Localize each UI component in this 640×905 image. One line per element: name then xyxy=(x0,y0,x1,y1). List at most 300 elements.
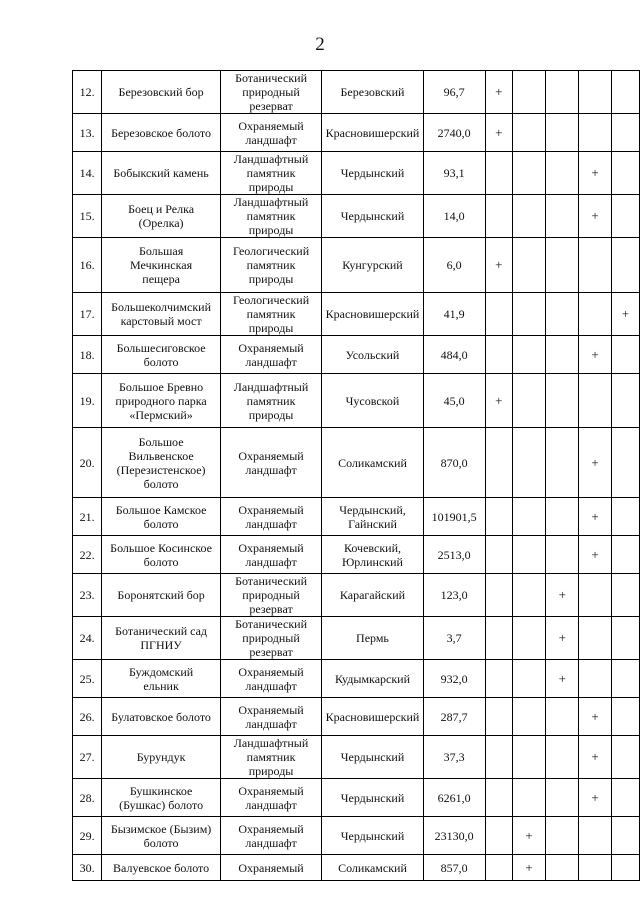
district-line: Чердынский xyxy=(340,828,405,843)
name-line: болото xyxy=(143,516,179,531)
category-line: Охраняемый xyxy=(238,860,304,875)
area-cell: 870,0 xyxy=(423,428,485,498)
name-line: (Перезистенское) xyxy=(116,462,206,477)
area-cell: 857,0 xyxy=(423,855,485,881)
district-line: Красновишерский xyxy=(325,709,420,724)
district-cell xyxy=(322,660,424,698)
row-number-cell: 12. xyxy=(73,71,102,114)
mark-cell: + xyxy=(579,336,611,374)
mark-cell xyxy=(485,536,512,574)
mark-cell xyxy=(546,698,579,736)
mark-cell xyxy=(611,736,639,779)
name-cell xyxy=(102,779,221,817)
name-line: Булатовское болото xyxy=(111,709,211,724)
category-line: памятник природы xyxy=(246,393,296,422)
mark-cell xyxy=(512,736,545,779)
district-cell xyxy=(322,817,424,855)
table-row xyxy=(73,536,640,574)
mark-cell xyxy=(611,779,639,817)
area-cell: 45,0 xyxy=(423,374,485,428)
category-line: ландшафт xyxy=(245,797,297,812)
district-cell xyxy=(322,152,424,195)
mark-cell xyxy=(611,336,639,374)
name-cell xyxy=(102,293,221,336)
mark-cell: + xyxy=(512,855,545,881)
name-cell xyxy=(102,574,221,617)
name-cell xyxy=(102,660,221,698)
district-line: Юрлинский xyxy=(341,554,403,569)
mark-cell xyxy=(546,293,579,336)
name-cell xyxy=(102,428,221,498)
name-cell xyxy=(102,336,221,374)
category-cell xyxy=(220,617,321,660)
mark-cell xyxy=(579,817,611,855)
mark-cell xyxy=(485,428,512,498)
category-cell xyxy=(220,71,321,114)
mark-cell: + xyxy=(485,114,512,152)
mark-cell: + xyxy=(579,736,611,779)
mark-cell xyxy=(546,238,579,293)
name-line: Березовское болото xyxy=(111,125,211,140)
category-cell xyxy=(220,374,321,428)
row-number-cell: 28. xyxy=(73,779,102,817)
table-row xyxy=(73,498,640,536)
mark-cell xyxy=(546,195,579,238)
category-line: Ботанический xyxy=(235,71,308,85)
category-line: памятник природы xyxy=(246,750,296,778)
district-cell xyxy=(322,71,424,114)
table-row xyxy=(73,293,640,336)
area-cell: 37,3 xyxy=(423,736,485,779)
mark-cell xyxy=(611,114,639,152)
category-cell xyxy=(220,195,321,238)
row-number-cell: 15. xyxy=(73,195,102,238)
district-line: Чердынский xyxy=(340,750,405,764)
name-line: Бобыкский камень xyxy=(113,166,209,180)
mark-cell xyxy=(611,374,639,428)
mark-cell: + xyxy=(546,617,579,660)
name-line: (Бушкас) болото xyxy=(119,797,204,812)
table-row xyxy=(73,574,640,617)
name-cell xyxy=(102,498,221,536)
table-row xyxy=(73,114,640,152)
mark-cell xyxy=(579,855,611,881)
category-line: ландшафт xyxy=(245,516,297,531)
category-line: Ботанический xyxy=(235,617,308,631)
name-cell xyxy=(102,617,221,660)
area-cell: 932,0 xyxy=(423,660,485,698)
category-line: ландшафт xyxy=(245,354,297,369)
mark-cell xyxy=(546,536,579,574)
mark-cell xyxy=(546,855,579,881)
name-line: природного парка xyxy=(115,393,207,408)
row-number-cell: 29. xyxy=(73,817,102,855)
name-line: болото xyxy=(143,354,179,369)
category-line: ландшафт xyxy=(245,716,297,731)
area-cell: 93,1 xyxy=(423,152,485,195)
mark-cell xyxy=(579,617,611,660)
mark-cell: + xyxy=(546,660,579,698)
row-number-cell: 20. xyxy=(73,428,102,498)
mark-cell xyxy=(611,574,639,617)
district-line: Чердынский xyxy=(340,166,405,180)
category-line: Охраняемый xyxy=(238,540,304,555)
area-cell: 41,9 xyxy=(423,293,485,336)
name-line: Большое xyxy=(138,434,184,449)
mark-cell xyxy=(512,336,545,374)
table-row xyxy=(73,71,640,114)
mark-cell xyxy=(611,855,639,881)
table-row xyxy=(73,660,640,698)
category-cell xyxy=(220,238,321,293)
table-row xyxy=(73,336,640,374)
mark-cell xyxy=(485,855,512,881)
name-line: Березовский бор xyxy=(118,85,204,99)
category-cell xyxy=(220,152,321,195)
mark-cell xyxy=(485,660,512,698)
mark-cell xyxy=(546,736,579,779)
mark-cell xyxy=(485,817,512,855)
name-line: (Орелка) xyxy=(138,216,184,230)
category-cell xyxy=(220,698,321,736)
mark-cell xyxy=(512,195,545,238)
district-line: Кочевский, xyxy=(343,540,402,555)
area-cell: 6,0 xyxy=(423,238,485,293)
name-line: пещера xyxy=(142,272,180,286)
name-line: ПГНИУ xyxy=(140,638,182,652)
area-cell: 484,0 xyxy=(423,336,485,374)
mark-cell xyxy=(546,498,579,536)
area-cell: 123,0 xyxy=(423,574,485,617)
name-line: Боец и Релка xyxy=(128,202,195,216)
name-line: Бурундук xyxy=(136,750,186,764)
district-line: Красновишерский xyxy=(325,125,420,140)
mark-cell xyxy=(485,779,512,817)
category-cell xyxy=(220,855,321,881)
mark-cell xyxy=(611,536,639,574)
table-row xyxy=(73,736,640,779)
district-cell xyxy=(322,114,424,152)
category-line: Охраняемый xyxy=(238,118,304,133)
mark-cell xyxy=(546,428,579,498)
mark-cell: + xyxy=(579,152,611,195)
district-line: Чусовской xyxy=(345,393,400,408)
category-line: Охраняемый xyxy=(238,448,304,463)
district-line: Соликамский xyxy=(338,860,407,875)
mark-cell xyxy=(485,195,512,238)
district-line: Усольский xyxy=(345,347,400,362)
category-line: ландшафт xyxy=(245,678,297,693)
mark-cell xyxy=(611,698,639,736)
mark-cell xyxy=(611,238,639,293)
name-line: Большое Косинское xyxy=(110,540,212,555)
table-row xyxy=(73,152,640,195)
category-line: Охраняемый xyxy=(238,783,304,798)
name-line: Большое Камское xyxy=(115,502,207,517)
category-line: природный резерват xyxy=(242,85,300,113)
mark-cell xyxy=(579,238,611,293)
district-cell xyxy=(322,736,424,779)
district-cell xyxy=(322,428,424,498)
name-line: Большеколчимский xyxy=(111,300,212,314)
row-number-cell: 27. xyxy=(73,736,102,779)
category-line: памятник природы xyxy=(246,166,296,194)
row-number-cell: 14. xyxy=(73,152,102,195)
mark-cell xyxy=(611,617,639,660)
mark-cell xyxy=(485,152,512,195)
name-cell xyxy=(102,698,221,736)
mark-cell xyxy=(512,152,545,195)
mark-cell xyxy=(512,238,545,293)
category-line: Геологический xyxy=(232,293,310,307)
mark-cell xyxy=(611,428,639,498)
mark-cell xyxy=(546,817,579,855)
mark-cell xyxy=(485,293,512,336)
district-line: Пермь xyxy=(356,631,389,645)
mark-cell xyxy=(512,374,545,428)
row-number-cell: 26. xyxy=(73,698,102,736)
mark-cell xyxy=(485,574,512,617)
mark-cell xyxy=(512,536,545,574)
name-line: Боронятский бор xyxy=(117,588,205,602)
area-cell: 6261,0 xyxy=(423,779,485,817)
district-line: Березовский xyxy=(340,85,405,99)
name-line: болото xyxy=(143,554,179,569)
mark-cell: + xyxy=(485,374,512,428)
mark-cell xyxy=(512,498,545,536)
table-row xyxy=(73,195,640,238)
name-cell xyxy=(102,736,221,779)
name-line: Бушкинское xyxy=(129,783,193,798)
category-line: ландшафт xyxy=(245,835,297,850)
category-line: памятник природы xyxy=(246,209,296,237)
mark-cell xyxy=(485,498,512,536)
category-line: Охраняемый xyxy=(238,502,304,517)
name-cell xyxy=(102,114,221,152)
mark-cell: + xyxy=(485,238,512,293)
table-body xyxy=(73,71,640,881)
category-line: природный резерват xyxy=(242,588,300,616)
district-line: Чердынский xyxy=(340,209,405,223)
name-cell xyxy=(102,195,221,238)
row-number-cell: 18. xyxy=(73,336,102,374)
row-number-cell: 19. xyxy=(73,374,102,428)
area-cell: 2740,0 xyxy=(423,114,485,152)
table-row xyxy=(73,428,640,498)
category-cell xyxy=(220,660,321,698)
name-cell xyxy=(102,152,221,195)
row-number-cell: 21. xyxy=(73,498,102,536)
category-line: Охраняемый xyxy=(238,821,304,836)
mark-cell xyxy=(512,71,545,114)
district-cell xyxy=(322,855,424,881)
district-cell xyxy=(322,238,424,293)
area-cell: 23130,0 xyxy=(423,817,485,855)
category-cell xyxy=(220,574,321,617)
mark-cell xyxy=(512,779,545,817)
mark-cell: + xyxy=(579,498,611,536)
category-line: Охраняемый xyxy=(238,664,304,679)
district-cell xyxy=(322,698,424,736)
name-line: «Пермский» xyxy=(129,407,193,422)
district-line: Гайнский xyxy=(348,516,397,531)
name-line: Вильвенское xyxy=(128,448,194,463)
mark-cell: + xyxy=(512,817,545,855)
mark-cell xyxy=(611,498,639,536)
mark-cell xyxy=(512,428,545,498)
category-cell xyxy=(220,114,321,152)
row-number-cell: 23. xyxy=(73,574,102,617)
name-cell xyxy=(102,817,221,855)
category-line: памятник природы xyxy=(246,307,296,335)
district-line: Чердынский xyxy=(340,790,405,805)
mark-cell xyxy=(579,71,611,114)
district-line: Соликамский xyxy=(338,455,407,470)
district-cell xyxy=(322,574,424,617)
mark-cell xyxy=(512,617,545,660)
row-number-cell: 25. xyxy=(73,660,102,698)
category-line: Ботанический xyxy=(235,574,308,588)
mark-cell xyxy=(512,660,545,698)
name-line: Буждомский xyxy=(128,664,194,679)
row-number-cell: 17. xyxy=(73,293,102,336)
mark-cell: + xyxy=(579,698,611,736)
mark-cell: + xyxy=(485,71,512,114)
name-line: Большое Бревно xyxy=(118,379,204,394)
mark-cell xyxy=(611,817,639,855)
mark-cell: + xyxy=(579,195,611,238)
name-line: Валуевское болото xyxy=(113,860,210,875)
name-cell xyxy=(102,71,221,114)
name-line: ельник xyxy=(143,678,179,693)
name-line: болото xyxy=(143,476,179,491)
category-cell xyxy=(220,736,321,779)
mark-cell xyxy=(579,374,611,428)
mark-cell xyxy=(485,736,512,779)
row-number-cell: 13. xyxy=(73,114,102,152)
mark-cell: + xyxy=(579,536,611,574)
category-cell xyxy=(220,536,321,574)
district-line: Кунгурский xyxy=(342,258,403,272)
name-cell xyxy=(102,374,221,428)
category-cell xyxy=(220,498,321,536)
table-row xyxy=(73,779,640,817)
area-cell: 2513,0 xyxy=(423,536,485,574)
mark-cell: + xyxy=(579,428,611,498)
category-line: Ландшафтный xyxy=(233,152,309,166)
category-line: Геологический xyxy=(232,244,310,258)
mark-cell xyxy=(579,293,611,336)
district-cell xyxy=(322,374,424,428)
row-number-cell: 30. xyxy=(73,855,102,881)
area-cell: 96,7 xyxy=(423,71,485,114)
district-cell xyxy=(322,779,424,817)
mark-cell xyxy=(485,336,512,374)
name-cell xyxy=(102,238,221,293)
mark-cell xyxy=(546,114,579,152)
row-number-cell: 24. xyxy=(73,617,102,660)
name-line: Ботанический сад xyxy=(115,624,208,638)
mark-cell xyxy=(579,574,611,617)
mark-cell xyxy=(611,195,639,238)
mark-cell xyxy=(512,574,545,617)
category-cell xyxy=(220,336,321,374)
district-cell xyxy=(322,536,424,574)
mark-cell xyxy=(611,71,639,114)
name-line: Бызимское (Бызим) xyxy=(110,821,212,836)
name-line: болото xyxy=(143,835,179,850)
category-cell xyxy=(220,428,321,498)
mark-cell xyxy=(546,152,579,195)
category-line: Ландшафтный xyxy=(233,379,309,394)
area-cell: 14,0 xyxy=(423,195,485,238)
category-line: природный резерват xyxy=(242,631,300,659)
page-number: 2 xyxy=(315,34,325,55)
name-line: Мечкинская xyxy=(130,258,193,272)
category-line: Охраняемый xyxy=(238,340,304,355)
area-cell: 287,7 xyxy=(423,698,485,736)
district-line: Кудымкарский xyxy=(334,671,411,686)
table-row xyxy=(73,855,640,881)
name-cell xyxy=(102,536,221,574)
category-line: ландшафт xyxy=(245,554,297,569)
district-cell xyxy=(322,498,424,536)
mark-cell: + xyxy=(579,779,611,817)
area-cell: 101901,5 xyxy=(423,498,485,536)
mark-cell xyxy=(546,71,579,114)
name-cell xyxy=(102,855,221,881)
name-line: карстовый мост xyxy=(120,314,202,328)
row-number-cell: 16. xyxy=(73,238,102,293)
category-line: ландшафт xyxy=(245,462,297,477)
table-row xyxy=(73,238,640,293)
table-row xyxy=(73,698,640,736)
category-line: Ландшафтный xyxy=(233,736,309,750)
category-cell xyxy=(220,779,321,817)
name-line: Большесиговское xyxy=(116,340,206,355)
district-line: Карагайский xyxy=(339,588,406,602)
mark-cell: + xyxy=(546,574,579,617)
name-line: Большая xyxy=(138,244,184,258)
table-row xyxy=(73,374,640,428)
mark-cell xyxy=(512,293,545,336)
district-cell xyxy=(322,617,424,660)
table-row xyxy=(73,817,640,855)
district-cell xyxy=(322,293,424,336)
mark-cell xyxy=(485,698,512,736)
mark-cell xyxy=(485,617,512,660)
district-line: Чердынский, xyxy=(339,502,406,517)
mark-cell: + xyxy=(611,293,639,336)
category-cell xyxy=(220,817,321,855)
category-line: Ландшафтный xyxy=(233,195,309,209)
area-cell: 3,7 xyxy=(423,617,485,660)
category-cell xyxy=(220,293,321,336)
district-line: Красновишерский xyxy=(325,307,420,321)
district-cell xyxy=(322,195,424,238)
mark-cell xyxy=(611,152,639,195)
district-cell xyxy=(322,336,424,374)
protected-areas-table xyxy=(72,70,640,881)
category-line: памятник природы xyxy=(246,258,296,286)
mark-cell xyxy=(546,374,579,428)
mark-cell xyxy=(512,114,545,152)
mark-cell xyxy=(579,660,611,698)
category-line: ландшафт xyxy=(245,132,297,147)
mark-cell xyxy=(546,336,579,374)
category-line: Охраняемый xyxy=(238,702,304,717)
mark-cell xyxy=(579,114,611,152)
